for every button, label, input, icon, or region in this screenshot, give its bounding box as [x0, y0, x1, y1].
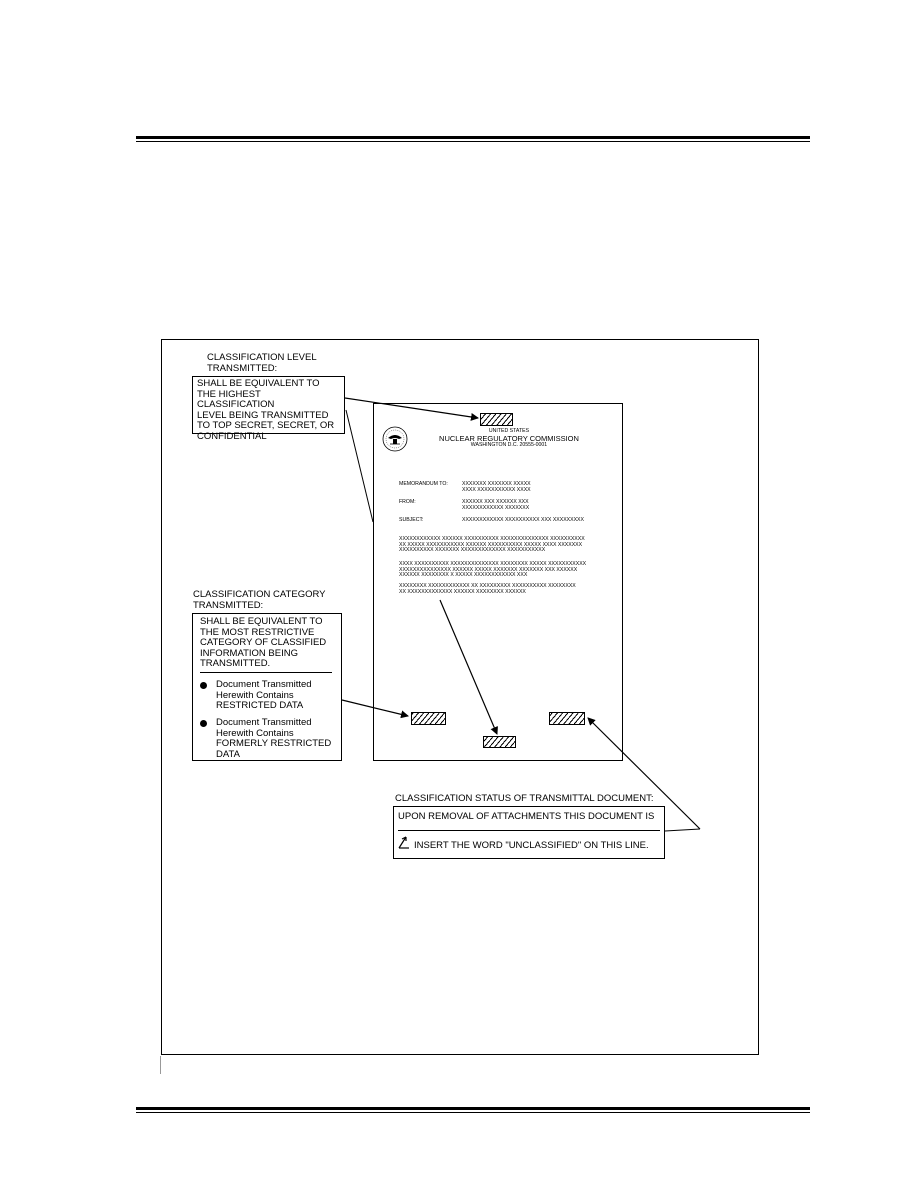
- memo-from-label: FROM:: [399, 499, 416, 505]
- status-line2: INSERT THE WORD "UNCLASSIFIED" ON THIS LINE.: [414, 840, 649, 851]
- memo-para-2: XXXX XXXXXXXXXX XXXXXXXXXXXXXX XXXXXXXX XXXXX XXXXXXXXXXX XXXXXXXXXXXXXXX XXXXXX XXXXX XXXXXXX XXXXXXX XXX XXXXXX XXXXXX XXXXXXXX X XXXXX XXXXXXXXXXXX XXX: [399, 561, 587, 579]
- arrow-level-to-top-hatch: [345, 398, 478, 418]
- agency-line2: NUCLEAR REGULATORY COMMISSION: [439, 434, 579, 443]
- bullet-text-1: Document Transmitted Herewith Contains RESTRICTED DATA: [216, 679, 312, 711]
- arrow-status-to-right-hatch: [588, 718, 700, 829]
- level-text: SHALL BE EQUIVALENT TO THE HIGHEST CLASSIFICATION LEVEL BEING TRANSMITTED TO TOP SECRET, SECRET, OR CONFIDENTIAL: [197, 378, 335, 442]
- memo-to-value: XXXXXXX XXXXXXX XXXXX XXXX XXXXXXXXXXX XXXX: [462, 481, 531, 493]
- arrow-text-to-bottom-hatch: [440, 600, 497, 734]
- leader-status: [665, 829, 700, 831]
- memo-to-label: MEMORANDUM TO:: [399, 481, 448, 487]
- leader-level-to-memo: [346, 410, 373, 522]
- agency-line3: WASHINGTON D.C. 20555-0001: [470, 442, 548, 448]
- memo-subject-value: XXXXXXXXXXXX XXXXXXXXXX XXX XXXXXXXXX: [462, 517, 584, 523]
- status-heading: CLASSIFICATION STATUS OF TRANSMITTAL DOCUMENT:: [395, 793, 654, 804]
- bullet-text-2: Document Transmitted Herewith Contains FORMERLY RESTRICTED DATA: [216, 717, 332, 760]
- level-heading: CLASSIFICATION LEVEL TRANSMITTED:: [207, 352, 317, 374]
- agency-line1: UNITED STATES: [488, 428, 530, 434]
- memo-from-value: XXXXXX XXX XXXXXX XXX XXXXXXXXXXXX XXXXXXX: [462, 499, 530, 511]
- memo-para-1: XXXXXXXXXXXX XXXXXX XXXXXXXXXX XXXXXXXXXXXXXX XXXXXXXXXX XX XXXXX XXXXXXXXXXX XXXXXX XXXXXXXXXX XXXXX XXXX XXXXXXX XXXXXXXXXX XXXXXXX XXXXXXXXXXXXX XXXXXXXXXXX: [399, 536, 585, 554]
- category-text: SHALL BE EQUIVALENT TO THE MOST RESTRICTIVE CATEGORY OF CLASSIFIED INFORMATION BEING TRANSMITTED.: [200, 616, 327, 669]
- arrow-category-to-hatch: [342, 700, 408, 716]
- status-line1: UPON REMOVAL OF ATTACHMENTS THIS DOCUMENT IS: [398, 811, 655, 822]
- memo-subject-label: SUBJECT:: [399, 517, 424, 523]
- memo-para-3: XXXXXXXX XXXXXXXXXXXX XX XXXXXXXXX XXXXXXXXXX XXXXXXXX XX XXXXXXXXXXXXX XXXXXX XXXXXXXX XXXXXX: [399, 583, 576, 595]
- category-heading: CLASSIFICATION CATEGORY TRANSMITTED:: [193, 589, 326, 611]
